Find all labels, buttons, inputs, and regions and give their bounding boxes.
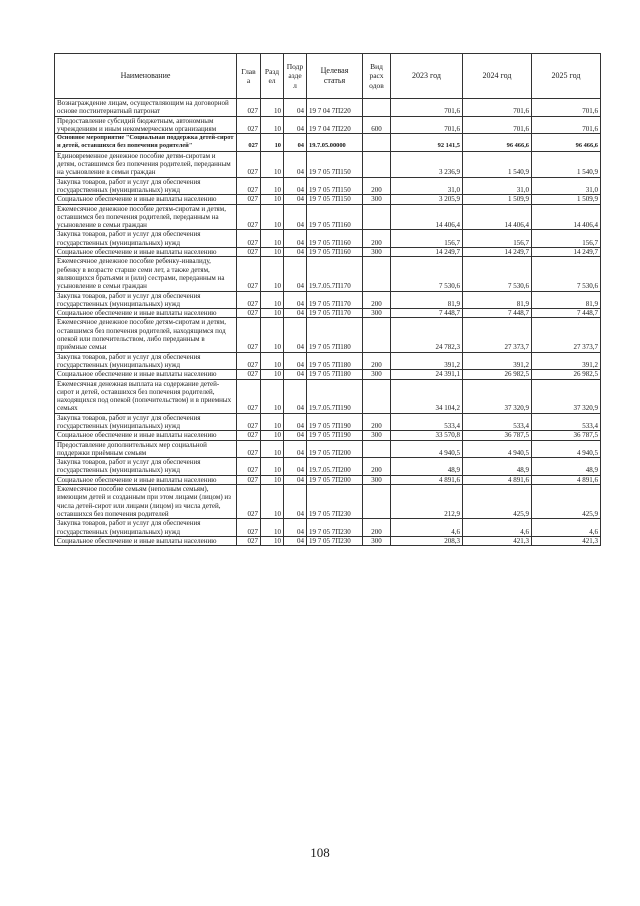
row-expense-type: 200	[363, 519, 391, 537]
row-podrazdel: 04	[284, 413, 307, 431]
row-glava: 027	[237, 370, 261, 379]
table-row	[55, 485, 601, 519]
row-podrazdel: 04	[284, 475, 307, 484]
row-target-article: 19 7 05 7П160	[307, 204, 363, 230]
table-row	[55, 370, 601, 379]
row-razdel: 10	[261, 230, 284, 248]
row-amount-2025: 701,6	[532, 116, 601, 134]
row-target-article: 19.7.05.7П190	[307, 379, 363, 413]
row-podrazdel: 04	[284, 116, 307, 134]
row-amount-2023: 156,7	[391, 230, 463, 248]
row-amount-2024: 1 509,9	[463, 195, 532, 204]
row-name: Закупка товаров, работ и услуг для обеспечения государственных (муниципальных) нужд	[55, 413, 237, 431]
row-expense-type	[363, 379, 391, 413]
row-amount-2024: 26 982,5	[463, 370, 532, 379]
row-amount-2025: 31,0	[532, 177, 601, 195]
row-amount-2024: 391,2	[463, 352, 532, 370]
row-expense-type: 300	[363, 475, 391, 484]
row-target-article: 19 7 05 7П230	[307, 519, 363, 537]
table-row	[55, 413, 601, 431]
table-row	[55, 352, 601, 370]
row-podrazdel: 04	[284, 257, 307, 291]
row-glava: 027	[237, 352, 261, 370]
row-amount-2025: 96 466,6	[532, 134, 601, 152]
row-target-article: 19 7 05 7П190	[307, 413, 363, 431]
row-expense-type: 200	[363, 177, 391, 195]
table-row	[55, 116, 601, 134]
row-amount-2025: 14 406,4	[532, 204, 601, 230]
row-podrazdel: 04	[284, 309, 307, 318]
row-amount-2024: 96 466,6	[463, 134, 532, 152]
row-amount-2023: 4 940,5	[391, 440, 463, 458]
row-podrazdel: 04	[284, 440, 307, 458]
row-amount-2023: 533,4	[391, 413, 463, 431]
table-row	[55, 134, 601, 152]
row-amount-2023: 33 570,8	[391, 431, 463, 440]
row-razdel: 10	[261, 257, 284, 291]
row-amount-2025: 7 530,6	[532, 257, 601, 291]
row-target-article: 19 7 05 7П200	[307, 440, 363, 458]
row-expense-type: 600	[363, 116, 391, 134]
table-row	[55, 318, 601, 352]
row-glava: 027	[237, 248, 261, 257]
row-razdel: 10	[261, 177, 284, 195]
row-name: Предоставление субсидий бюджетным, автономным учреждениям и иным некоммерческим организациям	[55, 116, 237, 134]
row-amount-2024: 421,3	[463, 536, 532, 545]
row-amount-2025: 1 509,9	[532, 195, 601, 204]
row-expense-type	[363, 151, 391, 177]
table-row	[55, 431, 601, 440]
row-podrazdel: 04	[284, 458, 307, 476]
row-podrazdel: 04	[284, 195, 307, 204]
row-razdel: 10	[261, 352, 284, 370]
row-amount-2023: 701,6	[391, 116, 463, 134]
row-expense-type	[363, 134, 391, 152]
row-amount-2023: 208,3	[391, 536, 463, 545]
row-name: Социальное обеспечение и иные выплаты населению	[55, 309, 237, 318]
row-expense-type: 300	[363, 370, 391, 379]
row-glava: 027	[237, 134, 261, 152]
row-razdel: 10	[261, 318, 284, 352]
header-year-2023: 2023 год	[391, 54, 463, 99]
table-row	[55, 379, 601, 413]
row-expense-type	[363, 257, 391, 291]
row-amount-2024: 14 406,4	[463, 204, 532, 230]
row-name: Социальное обеспечение и иные выплаты населению	[55, 195, 237, 204]
row-razdel: 10	[261, 536, 284, 545]
row-podrazdel: 04	[284, 151, 307, 177]
row-target-article: 19.7.05.7П170	[307, 257, 363, 291]
row-glava: 027	[237, 379, 261, 413]
row-amount-2025: 81,9	[532, 291, 601, 309]
row-amount-2023: 701,6	[391, 99, 463, 117]
row-podrazdel: 04	[284, 248, 307, 257]
row-razdel: 10	[261, 440, 284, 458]
row-razdel: 10	[261, 485, 284, 519]
row-name: Закупка товаров, работ и услуг для обеспечения государственных (муниципальных) нужд	[55, 458, 237, 476]
row-amount-2023: 3 205,9	[391, 195, 463, 204]
row-amount-2023: 81,9	[391, 291, 463, 309]
row-expense-type	[363, 440, 391, 458]
row-amount-2024: 425,9	[463, 485, 532, 519]
row-amount-2025: 1 540,9	[532, 151, 601, 177]
row-glava: 027	[237, 440, 261, 458]
row-amount-2025: 4,6	[532, 519, 601, 537]
row-amount-2024: 4,6	[463, 519, 532, 537]
budget-table	[54, 53, 601, 546]
row-razdel: 10	[261, 475, 284, 484]
row-target-article: 19 7 05 7П150	[307, 151, 363, 177]
table-row	[55, 475, 601, 484]
row-podrazdel: 04	[284, 379, 307, 413]
row-amount-2025: 421,3	[532, 536, 601, 545]
table-row	[55, 177, 601, 195]
row-amount-2025: 14 249,7	[532, 248, 601, 257]
row-target-article: 19.7.05.00000	[307, 134, 363, 152]
row-razdel: 10	[261, 413, 284, 431]
table-row	[55, 309, 601, 318]
header-target-article: Целевая статья	[307, 54, 363, 99]
row-glava: 027	[237, 318, 261, 352]
row-amount-2023: 48,9	[391, 458, 463, 476]
row-podrazdel: 04	[284, 431, 307, 440]
row-amount-2023: 7 448,7	[391, 309, 463, 318]
row-amount-2025: 48,9	[532, 458, 601, 476]
row-glava: 027	[237, 151, 261, 177]
row-podrazdel: 04	[284, 485, 307, 519]
row-expense-type	[363, 204, 391, 230]
row-name: Ежемесячное денежное пособие детям-сиротам и детям, оставшимся без попечения родителей, переданным на усыновление в семьи граждан	[55, 204, 237, 230]
row-podrazdel: 04	[284, 318, 307, 352]
row-amount-2023: 4 891,6	[391, 475, 463, 484]
row-amount-2023: 212,9	[391, 485, 463, 519]
row-glava: 027	[237, 99, 261, 117]
row-razdel: 10	[261, 519, 284, 537]
row-name: Социальное обеспечение и иные выплаты населению	[55, 536, 237, 545]
row-razdel: 10	[261, 204, 284, 230]
table-row	[55, 458, 601, 476]
row-razdel: 10	[261, 151, 284, 177]
row-expense-type: 300	[363, 431, 391, 440]
row-amount-2024: 31,0	[463, 177, 532, 195]
table-body	[55, 99, 601, 546]
row-target-article: 19 7 05 7П180	[307, 318, 363, 352]
row-target-article: 19 7 05 7П190	[307, 431, 363, 440]
row-glava: 027	[237, 536, 261, 545]
row-name: Социальное обеспечение и иные выплаты населению	[55, 431, 237, 440]
row-glava: 027	[237, 475, 261, 484]
row-amount-2024: 4 940,5	[463, 440, 532, 458]
row-amount-2024: 81,9	[463, 291, 532, 309]
row-amount-2025: 425,9	[532, 485, 601, 519]
row-glava: 027	[237, 485, 261, 519]
table-row	[55, 519, 601, 537]
row-expense-type	[363, 99, 391, 117]
row-amount-2024: 48,9	[463, 458, 532, 476]
table-row	[55, 440, 601, 458]
row-name: Закупка товаров, работ и услуг для обеспечения государственных (муниципальных) нужд	[55, 519, 237, 537]
row-name: Вознаграждение лицам, осуществляющим на договорной основе постинтернатный патронат	[55, 99, 237, 117]
row-amount-2024: 7 448,7	[463, 309, 532, 318]
row-amount-2023: 92 141,5	[391, 134, 463, 152]
row-target-article: 19 7 05 7П160	[307, 248, 363, 257]
row-glava: 027	[237, 519, 261, 537]
header-glava: Глав а	[237, 54, 261, 99]
row-target-article: 19 7 05 7П160	[307, 230, 363, 248]
header-year-2025: 2025 год	[532, 54, 601, 99]
row-glava: 027	[237, 309, 261, 318]
row-amount-2023: 14 249,7	[391, 248, 463, 257]
row-target-article: 19 7 05 7П180	[307, 352, 363, 370]
row-glava: 027	[237, 257, 261, 291]
row-amount-2024: 1 540,9	[463, 151, 532, 177]
row-amount-2023: 14 406,4	[391, 204, 463, 230]
row-expense-type	[363, 318, 391, 352]
row-expense-type: 200	[363, 413, 391, 431]
row-target-article: 19 7 05 7П150	[307, 195, 363, 204]
row-amount-2024: 156,7	[463, 230, 532, 248]
row-target-article: 19 7 05 7П230	[307, 485, 363, 519]
row-podrazdel: 04	[284, 519, 307, 537]
row-amount-2025: 156,7	[532, 230, 601, 248]
table-header-row	[55, 54, 601, 99]
row-expense-type: 200	[363, 291, 391, 309]
header-podrazdel: Подр азде л	[284, 54, 307, 99]
row-glava: 027	[237, 195, 261, 204]
table-row	[55, 204, 601, 230]
row-target-article: 19 7 05 7П150	[307, 177, 363, 195]
row-amount-2025: 4 940,5	[532, 440, 601, 458]
header-name: Наименование	[55, 54, 237, 99]
row-razdel: 10	[261, 291, 284, 309]
row-razdel: 10	[261, 458, 284, 476]
row-name: Ежемесячное пособие семьям (неполным семьям), имеющим детей и созданным при этом лицами (лицом) из числа детей-сирот или лицами (лицом) из числа детей, оставшихся без попечения родителей	[55, 485, 237, 519]
row-expense-type: 300	[363, 195, 391, 204]
row-amount-2025: 27 373,7	[532, 318, 601, 352]
row-podrazdel: 04	[284, 291, 307, 309]
row-razdel: 10	[261, 248, 284, 257]
row-expense-type: 300	[363, 248, 391, 257]
row-name: Закупка товаров, работ и услуг для обеспечения государственных (муниципальных) нужд	[55, 352, 237, 370]
row-amount-2024: 533,4	[463, 413, 532, 431]
row-podrazdel: 04	[284, 99, 307, 117]
row-target-article: 19 7 05 7П170	[307, 309, 363, 318]
row-razdel: 10	[261, 379, 284, 413]
table-row	[55, 291, 601, 309]
row-podrazdel: 04	[284, 370, 307, 379]
row-razdel: 10	[261, 99, 284, 117]
row-name: Ежемесячная денежная выплата на содержание детей-сирот и детей, оставшихся без попечения родителей, находящихся под опекой (попечительством) и в приемных семьях	[55, 379, 237, 413]
row-amount-2024: 701,6	[463, 116, 532, 134]
row-expense-type	[363, 485, 391, 519]
row-amount-2025: 4 891,6	[532, 475, 601, 484]
row-amount-2025: 7 448,7	[532, 309, 601, 318]
header-razdel: Разд ел	[261, 54, 284, 99]
row-amount-2023: 24 782,3	[391, 318, 463, 352]
row-podrazdel: 04	[284, 536, 307, 545]
row-amount-2024: 4 891,6	[463, 475, 532, 484]
table-row	[55, 257, 601, 291]
row-amount-2024: 701,6	[463, 99, 532, 117]
table-row	[55, 151, 601, 177]
table-row	[55, 536, 601, 545]
row-amount-2023: 34 104,2	[391, 379, 463, 413]
row-amount-2023: 24 391,1	[391, 370, 463, 379]
row-glava: 027	[237, 291, 261, 309]
page-number: 108	[310, 845, 330, 860]
row-podrazdel: 04	[284, 177, 307, 195]
row-name: Социальное обеспечение и иные выплаты населению	[55, 370, 237, 379]
row-podrazdel: 04	[284, 204, 307, 230]
row-expense-type: 300	[363, 309, 391, 318]
row-name: Закупка товаров, работ и услуг для обеспечения государственных (муниципальных) нужд	[55, 230, 237, 248]
row-podrazdel: 04	[284, 134, 307, 152]
header-expense-type: Вид расх одов	[363, 54, 391, 99]
row-razdel: 10	[261, 431, 284, 440]
row-amount-2025: 36 787,5	[532, 431, 601, 440]
table-row	[55, 248, 601, 257]
row-amount-2025: 37 320,9	[532, 379, 601, 413]
row-podrazdel: 04	[284, 352, 307, 370]
row-target-article: 19 7 04 7П220	[307, 116, 363, 134]
row-target-article: 19 7 05 7П170	[307, 291, 363, 309]
row-razdel: 10	[261, 116, 284, 134]
row-amount-2025: 533,4	[532, 413, 601, 431]
row-glava: 027	[237, 458, 261, 476]
row-amount-2023: 31,0	[391, 177, 463, 195]
row-amount-2024: 7 530,6	[463, 257, 532, 291]
row-amount-2024: 14 249,7	[463, 248, 532, 257]
row-amount-2023: 7 530,6	[391, 257, 463, 291]
row-razdel: 10	[261, 370, 284, 379]
row-amount-2025: 701,6	[532, 99, 601, 117]
row-glava: 027	[237, 230, 261, 248]
table-row	[55, 195, 601, 204]
table-row	[55, 230, 601, 248]
row-razdel: 10	[261, 134, 284, 152]
row-amount-2023: 4,6	[391, 519, 463, 537]
row-name: Ежемесячное денежное пособие ребенку-инвалиду, ребенку в возрасте старше семи лет, а также детям, являющихся братьями и (или) сестрами, переданным на усыновление в семьи граждан	[55, 257, 237, 291]
row-amount-2024: 36 787,5	[463, 431, 532, 440]
row-glava: 027	[237, 116, 261, 134]
row-glava: 027	[237, 204, 261, 230]
table-row	[55, 99, 601, 117]
header-year-2024: 2024 год	[463, 54, 532, 99]
row-target-article: 19 7 05 7П200	[307, 475, 363, 484]
row-amount-2024: 37 320,9	[463, 379, 532, 413]
row-razdel: 10	[261, 309, 284, 318]
row-name: Социальное обеспечение и иные выплаты населению	[55, 248, 237, 257]
row-expense-type: 200	[363, 230, 391, 248]
row-amount-2025: 26 982,5	[532, 370, 601, 379]
row-name: Предоставление дополнительных мер социальной поддержки приёмным семьям	[55, 440, 237, 458]
row-glava: 027	[237, 413, 261, 431]
row-expense-type: 300	[363, 536, 391, 545]
row-target-article: 19.7.05.7П200	[307, 458, 363, 476]
row-name: Социальное обеспечение и иные выплаты населению	[55, 475, 237, 484]
row-glava: 027	[237, 431, 261, 440]
row-amount-2025: 391,2	[532, 352, 601, 370]
row-name: Закупка товаров, работ и услуг для обеспечения государственных (муниципальных) нужд	[55, 177, 237, 195]
row-amount-2024: 27 373,7	[463, 318, 532, 352]
row-amount-2023: 391,2	[391, 352, 463, 370]
row-target-article: 19 7 05 7П230	[307, 536, 363, 545]
row-target-article: 19 7 05 7П180	[307, 370, 363, 379]
row-glava: 027	[237, 177, 261, 195]
row-razdel: 10	[261, 195, 284, 204]
row-name: Ежемесячное денежное пособие детям-сиротам и детям, оставшимся без попечения родителей, находящимся под опекой или попечительством, либо переданным в приёмные семьи	[55, 318, 237, 352]
row-expense-type: 200	[363, 352, 391, 370]
row-name: Основное мероприятие "Социальная поддержка детей-сирот и детей, оставшихся без попечения родителей"	[55, 134, 237, 152]
row-podrazdel: 04	[284, 230, 307, 248]
row-name: Закупка товаров, работ и услуг для обеспечения государственных (муниципальных) нужд	[55, 291, 237, 309]
row-name: Единовременное денежное пособие детям-сиротам и детям, оставшимся без попечения родителей, переданным на усыновление в семьи граждан	[55, 151, 237, 177]
row-amount-2023: 3 236,9	[391, 151, 463, 177]
row-target-article: 19 7 04 7П220	[307, 99, 363, 117]
row-expense-type: 200	[363, 458, 391, 476]
